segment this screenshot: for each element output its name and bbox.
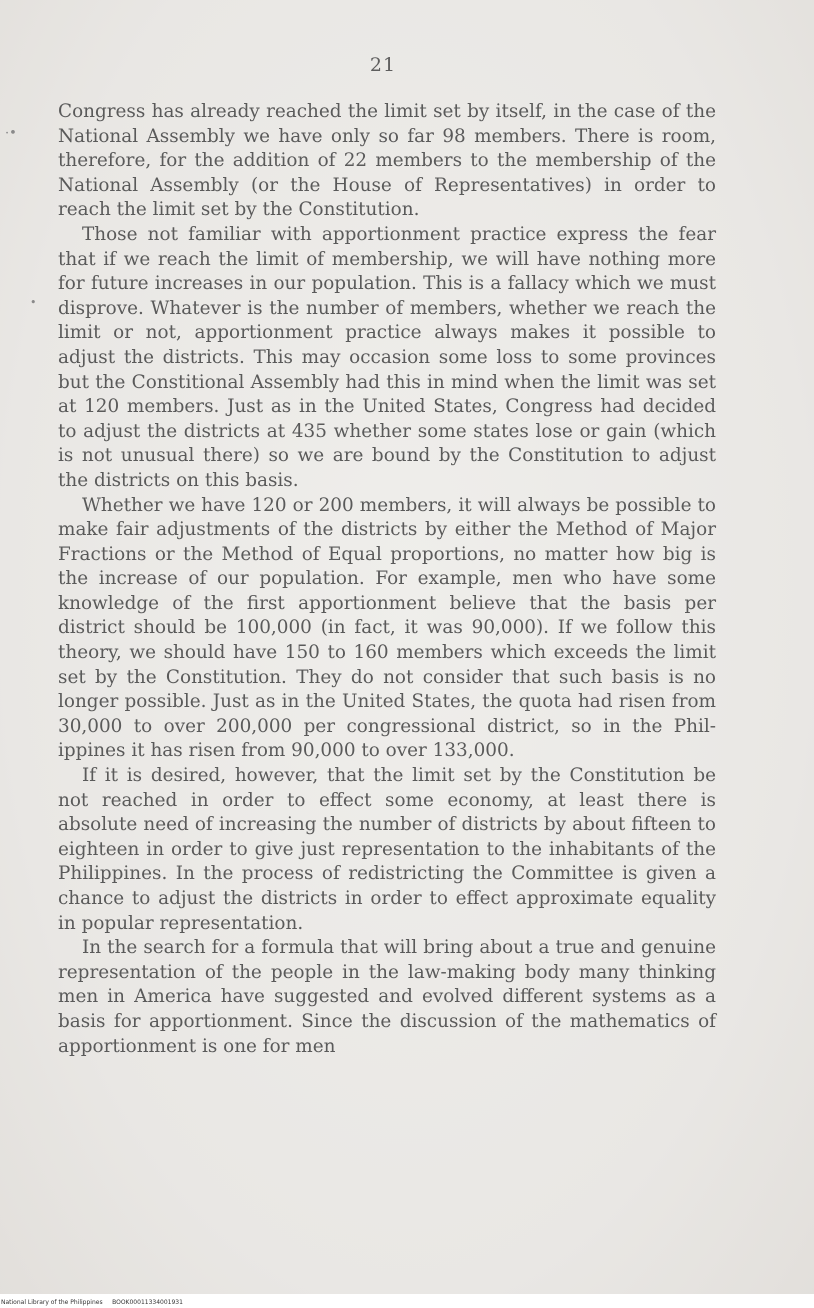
paragraph: If it is desired, however, that the limit set by the Constitution be not reached in order to effect some economy, at least there is absolute need of increasing the number of districts by about fifteen to eighteen in order to give just representation to the inhabitants of the Philippines. In the process of redistricting the Committee is given a chance to adjust the districts in order to effect approximate equality in popular representation. [58,765,716,934]
paragraph: Whether we have 120 or 200 members, it will always be possible to make fair adjustments of the districts by either the Method of Major Fractions or the Method of Equal proportions, no matter how big is the increase of our population. For example, men who have some knowledge of the first apportionment believe that the basis per district should be 100,000 (in fact, it was 90,000). If we follow this theory, we should have 150 to 160 members which exceeds the limit set by the Constitution. They do not consider that such basis is no longer possible. Just as in the United States, the quota had risen from 30,000 to over 200,000 per congressional district, so in the Philippines it has risen from 90,000 to over 133,000. [58,494,716,762]
page-number: 21 [369,54,397,76]
footer-strip [0,1294,814,1308]
paragraph: Those not familiar with apportionment practice express the fear that if we reach the limit of membership, we will have nothing more for future increases in our population. This is a fallacy which we must disprove. Whatever is the number of members, whether we reach the limit or not, apportionment practice always makes it possible to adjust the districts. This may occasion some loss to some provinces but the Constitional Assembly had this in mind when the limit was set at 120 members. Just as in the United States, Congress had decided to adjust the districts at 435 whether some states lose or gain (which is not unusual there) so we are bound by the Constitution to adjust the districts on this basis. [58,223,716,491]
paragraph: In the search for a formula that will bring about a true and genuine representation of the people in the law-making body many thinking men in America have suggested and evolved different systems as a basis for apportionment. Since the discussion of the mathematics of apportionment is one for men [58,937,716,1057]
footer-caption: National Library of the Philippines BOOK00011334001931 [1,1299,183,1306]
body-text [58,100,716,1059]
margin-mark: • [30,296,37,309]
margin-mark: ·• [5,126,17,141]
paragraph: Congress has already reached the limit set by itself, in the case of the National Assembly we have only so far 98 members. There is room, therefore, for the addition of 22 members to the membership of the National Assembly (or the House of Representatives) in order to reach the limit set by the Constitution. [58,101,716,221]
